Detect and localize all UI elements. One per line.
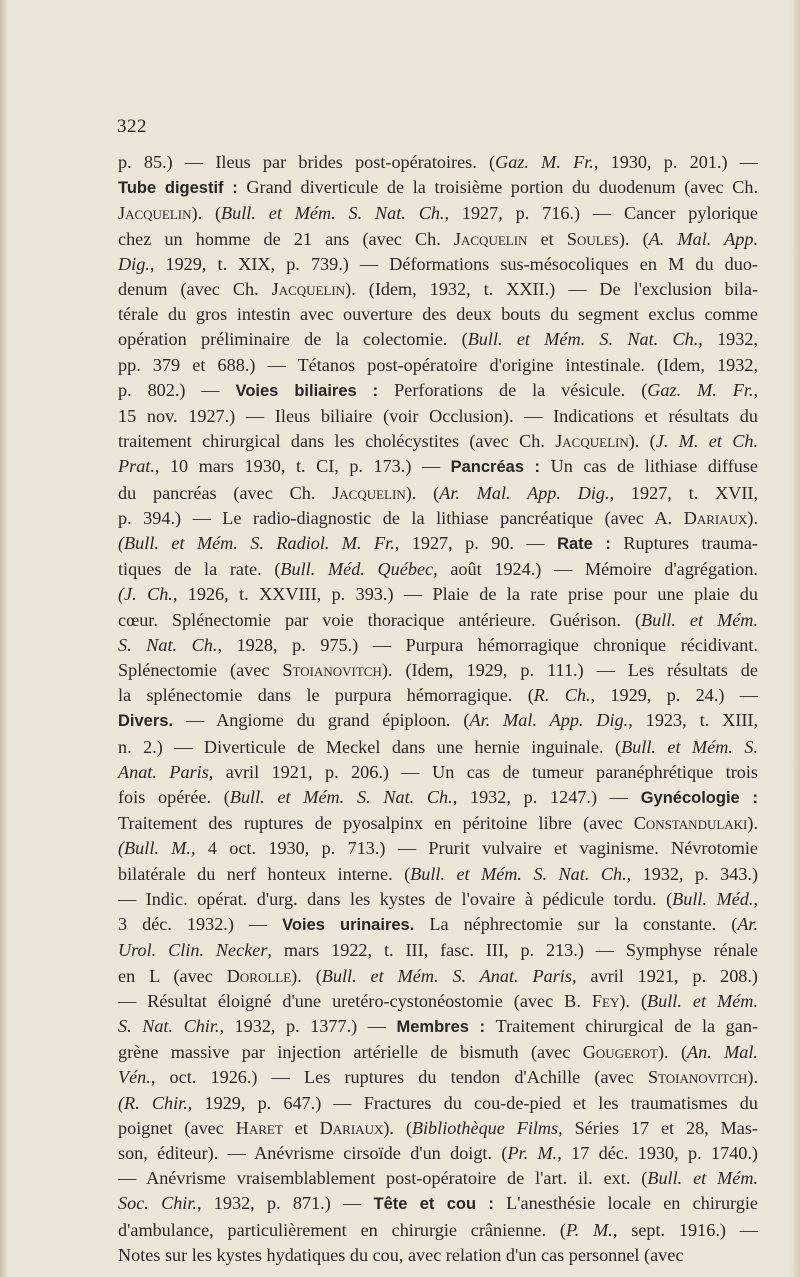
text-line [118,404,758,429]
text-run: 15 nov. 1927.) — Ileus biliaire (voir Occlusion). — Indications et résultats du [118,406,758,427]
text-line [118,811,758,836]
text-run: , 1932, p. 1247.) — [452,787,641,808]
text-run: ). ( [628,431,656,452]
text-run: R. Ch. [533,685,591,706]
text-run: n. 2.) — Diverticule de Meckel dans une hernie inguinale. ( [118,736,622,757]
text-run: cœur. Splénectomie par voie thoracique antérieure. Guérison. ( [118,609,642,630]
text-run: , 1929, p. 647.) — Fractures du cou-de-pied et les traumatismes du [187,1092,758,1113]
text-run: Urol. Clin. Necker [118,940,268,961]
text-line [118,989,758,1014]
text-run: Bull. et Mém. [647,990,758,1011]
text-line [118,252,758,277]
text-run: chez un homme de 21 ans (avec Ch. [118,228,454,249]
section-heading: Voies urinaires. [282,916,430,935]
text-run: , 1932, p. 1377.) — [219,1015,397,1036]
text-run: Jacquelin [118,203,192,224]
text-line [118,277,758,302]
section-heading: Tête et cou : [373,1195,507,1214]
text-run: , [753,379,758,400]
text-run: et [527,228,567,249]
text-run: Bull. et Mém. S. Nat. Ch. [229,787,453,808]
text-line [118,836,758,861]
text-line [118,683,758,708]
text-line [118,1091,758,1116]
text-run: Anat. Paris [118,761,209,782]
text-run: Notes sur les kystes hydatiques du cou, avec relation d'un cas personnel (avec [118,1244,684,1265]
text-run: du pancréas (avec Ch. [118,482,333,503]
text-run: , 10 mars 1930, t. CI, p. 173.) — [154,456,451,477]
text-run: son, éditeur). — Anévrisme cirsoïde d'un doigt. ( [118,1142,508,1163]
text-run: grène massive par injection artérielle de bismuth (avec [118,1042,583,1063]
text-run: A. Mal. App. [648,228,758,249]
text-run: , 1932, [698,329,759,350]
text-run: Constandulaki [633,813,748,834]
text-run: , 1932, p. 871.) — [196,1193,374,1214]
text-run: , 1929, t. XIX, p. 739.) — Déformations sus-mésocoliques en M du duo- [149,253,758,274]
text-line [118,608,758,633]
body-text [118,150,758,1268]
text-line [118,150,758,175]
text-run: — Angiome du grand épiploon. ( [186,710,470,731]
text-line [118,1191,758,1217]
text-run: — Anévrisme vraisemblablement post-opératoire de l'art. il. ext. ( [118,1168,648,1189]
text-run: Gaz. M. Fr. [495,152,594,172]
text-run: (R. Chir. [118,1092,188,1113]
text-run: ). [747,507,758,528]
text-run: , 1926, t. XXVIII, p. 393.) — Plaie de la rate prise pour une plaie du [172,584,758,605]
text-run: , Séries 17 et 28, Mas- [558,1117,758,1138]
text-line [118,735,758,760]
text-run: , 1927, p. 90. — [394,533,558,554]
text-line [118,201,758,226]
text-run: Fey [591,990,620,1011]
section-heading: Membres : [396,1017,496,1036]
text-run: Soc. Chir. [118,1193,197,1214]
text-run: Bibliothèque Films [411,1117,559,1138]
text-run: L'anesthésie locale en chirurgie [506,1193,758,1214]
text-run: ). ( [619,990,648,1011]
text-run: ). ( [657,1042,687,1063]
text-line [118,887,758,912]
text-run: poignet (avec [118,1117,236,1138]
text-line [118,912,758,938]
text-run: — Indic. opérat. d'urg. dans les kystes de l'ovaire à pédicule tordu. ( [118,888,673,909]
text-run: , avril 1921, p. 206.) — Un cas de tumeur paranéphrétique trois [208,761,759,782]
text-run: ). [747,1067,758,1088]
text-line [118,1040,758,1065]
text-run: , 4 oct. 1930, p. 713.) — Prurit vulvaire et vaginisme. Névrotomie [190,838,758,859]
text-run: ). ( [191,203,222,224]
text-line [118,557,758,582]
text-run: Jacquelin [453,228,528,249]
text-run: , [753,888,758,909]
text-run: traitement chirurgical dans les cholécystites (avec Ch. [118,431,556,452]
text-run: Ar. [737,914,759,935]
text-run: p. 85.) — Ileus par brides post-opératoires. ( [118,152,496,172]
text-line [118,1014,758,1040]
text-run: (Bull. et Mém. S. Radiol. M. Fr. [118,533,395,554]
text-line [118,353,758,378]
text-line [118,1116,758,1141]
text-run: , 1927, p. 716.) — Cancer pylorique [444,203,759,224]
text-run: ). [747,813,758,834]
text-run: Bull. et Mém. S. [621,736,758,757]
text-run: Gaz. M. Fr. [647,379,754,400]
text-run: Splénectomie (avec [118,660,283,681]
text-run: (Bull. M. [118,838,191,859]
text-run: S. Nat. Chir. [118,1015,220,1036]
text-run: Dorolle [226,965,292,986]
text-run: Gougerot [582,1042,658,1063]
text-run: fois opérée. ( [118,787,230,808]
text-line [118,658,758,683]
text-run: , 1927, t. XVII, [609,482,759,503]
text-run: Bull. et Mém. S. Nat. Ch. [221,203,445,224]
text-line [118,429,758,454]
section-heading: Rate : [557,535,624,554]
text-run: (J. Ch. [118,584,173,605]
text-run: , 1929, p. 24.) — [590,685,758,706]
text-run: denum (avec Ch. [118,279,272,300]
text-run: J. M. et Ch. [655,431,758,452]
text-run: — Résultat éloigné d'une uretéro-cystonéostomie (avec B. [118,990,592,1011]
text-run: Vén. [118,1067,151,1088]
text-line [118,454,758,480]
text-run: Pr. M. [507,1142,558,1163]
section-heading: Gynécologie : [640,789,758,808]
text-run: Jacquelin [271,279,346,300]
text-line [118,1065,758,1090]
section-heading: Divers. [118,712,187,731]
text-run: , mars 1922, t. III, fasc. III, p. 213.) — Symphyse rénale [267,940,758,961]
text-run: Ar. Mal. App. Dig. [469,710,629,731]
text-run: An. Mal. [687,1042,758,1063]
text-run: ). ( [383,1117,412,1138]
text-line [118,506,758,531]
text-run: Traitement chirurgical de la gan- [495,1015,759,1036]
text-run: Dariaux [319,1117,384,1138]
text-run: Bull. Méd. Québec [280,559,434,580]
text-line [118,938,758,963]
text-line [118,785,758,811]
text-line [118,582,758,607]
text-run: Bull. Méd. [672,888,754,909]
text-line [118,378,758,404]
text-run: , août 1924.) — Mémoire d'agrégation. [433,559,758,580]
text-run: ). ( [291,965,322,986]
text-run: , 17 déc. 1930, p. 1740.) [557,1142,758,1163]
text-run: Bull. et Mém. S. Nat. Ch. [467,329,699,350]
text-run: ). ( [618,228,649,249]
text-run: Ruptures trauma- [623,533,758,554]
page-number: 322 [117,116,147,137]
text-run: ). ( [405,482,440,503]
text-run: Ar. Mal. App. Dig. [439,482,610,503]
text-line [118,531,758,557]
text-run: Stoianovitch [647,1067,748,1088]
text-run: Bull. et Mém. S. Anat. Paris [321,965,572,986]
text-run: p. 394.) — Le radio-diagnostic de la lithiase pancréatique (avec A. [118,507,684,528]
text-run: ). (Idem, 1929, p. 111.) — Les résultats de [381,660,758,681]
text-run: P. M. [565,1219,613,1240]
text-run: térale du gros intestin avec ouverture des deux bouts du segment exclus comme [118,304,758,325]
section-heading: Pancréas : [450,458,551,477]
text-line [118,175,758,201]
text-run: Soules [566,228,619,249]
text-run: La néphrectomie sur la constante. ( [429,914,738,935]
text-run: , oct. 1926.) — Les ruptures du tendon d'Achille (avec [150,1067,648,1088]
page-edge-right [790,0,800,1277]
text-line [118,1141,758,1166]
text-run: , 1923, t. XIII, [628,710,758,731]
text-run: Bull. et Mém. [647,1168,759,1189]
text-line [118,1166,758,1191]
text-run: d'ambulance, particulièrement en chirurgie crânienne. ( [118,1219,566,1240]
text-run: Dig. [118,253,150,274]
text-line [118,227,758,252]
text-run: Jacquelin [332,482,406,503]
text-run: Bull. et Mém. S. Nat. Ch. [410,863,627,884]
text-line [118,760,758,785]
text-run: S. Nat. Ch. [118,634,218,655]
text-line [118,1243,758,1268]
text-run: Stoianovitch [282,660,382,681]
text-line [118,1218,758,1243]
text-line [118,964,758,989]
text-run: Jacquelin [555,431,629,452]
text-run: Traitement des ruptures de pyosalpinx en péritoine libre (avec [118,813,634,834]
text-run: Perforations de la vésicule. ( [394,379,648,400]
text-line [118,633,758,658]
text-run: Dariaux [683,507,748,528]
text-line [118,327,758,352]
text-run: et [282,1117,320,1138]
text-run: Bull. et Mém. [641,609,758,630]
page-edge-left [0,0,8,1277]
text-run: Grand diverticule de la troisième portion du duodenum (avec Ch. [246,177,758,198]
text-run: ). (Idem, 1932, t. XXII.) — De l'exclusion bila- [345,279,758,300]
text-run: , 1930, p. 201.) — [593,152,758,172]
text-run: pp. 379 et 688.) — Tétanos post-opératoire d'origine intestinale. (Idem, 1932, [118,354,758,375]
text-line [118,302,758,327]
text-run: bilatérale du nerf honteux interne. ( [118,863,411,884]
text-run: p. 802.) — [118,379,236,400]
text-line [118,862,758,887]
text-run: Un cas de lithiase diffuse [550,456,758,477]
text-run: , sept. 1916.) — [612,1219,758,1240]
section-heading: Voies biliaires : [235,381,395,400]
text-line [118,481,758,506]
text-run: Haret [235,1117,283,1138]
text-run: Prat. [118,456,155,477]
section-heading: Tube digestif : [118,179,247,198]
text-run: , 1932, p. 343.) [626,863,759,884]
text-run: , avril 1921, p. 208.) [571,965,758,986]
text-run: , 1928, p. 975.) — Purpura hémorragique chronique récidivant. [217,634,758,655]
text-run: 3 déc. 1932.) — [118,914,283,935]
text-run: en L (avec [118,965,227,986]
text-run: la splénectomie dans le purpura hémorragique. ( [118,685,534,706]
text-line [118,708,758,734]
text-run: opération préliminaire de la colectomie. ( [118,329,468,350]
text-run: tiques de la rate. ( [118,559,281,580]
